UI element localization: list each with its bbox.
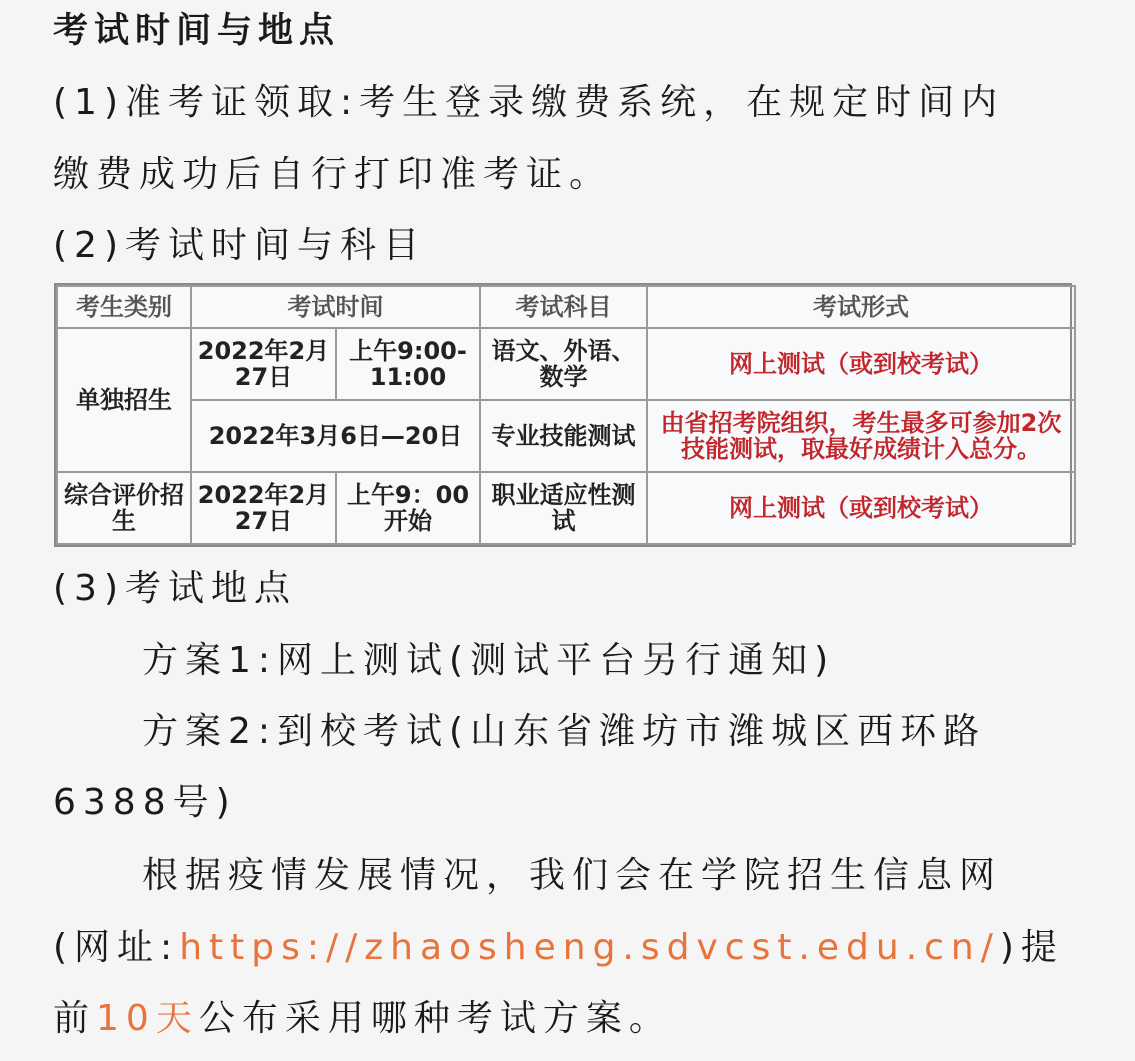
cell-date: 2022年2月27日	[191, 328, 336, 400]
header-time: 考试时间	[191, 286, 480, 328]
para3-title: (3)考试地点	[53, 568, 297, 609]
days-highlight: 10天	[96, 998, 199, 1039]
header-category: 考生类别	[57, 286, 191, 328]
header-form: 考试形式	[647, 286, 1075, 328]
cell-subject: 职业适应性测试	[480, 472, 647, 544]
notice-line3-start: 前	[53, 998, 97, 1039]
plan2-line1: 方案2:到校考试(山东省潍坊市潍城区西环路	[142, 711, 987, 752]
table-row	[57, 472, 1075, 544]
notice-line2	[53, 925, 1073, 971]
plan2-line2: 6388号)	[53, 782, 237, 823]
cell-subject: 专业技能测试	[480, 400, 647, 472]
plan1-text: 方案1:网上测试(测试平台另行通知)	[142, 640, 836, 681]
header-subject: 考试科目	[480, 286, 647, 328]
notice-line1: 根据疫情发展情况，我们会在学院招生信息网	[142, 855, 1003, 896]
table-header-row	[57, 286, 1075, 328]
table-row	[57, 328, 1075, 400]
cell-date: 2022年2月27日	[191, 472, 336, 544]
cell-category: 综合评价招生	[57, 472, 191, 544]
cell-form: 由省招考院组织，考生最多可参加2次技能测试，取最好成绩计入总分。	[647, 400, 1075, 472]
para1-line1: (1)准考证领取:考生登录缴费系统，在规定时间内	[53, 82, 1005, 123]
cell-time: 上午9：00开始	[336, 472, 480, 544]
url-suffix: )提	[999, 927, 1064, 968]
cell-time: 上午9:00-11:00	[336, 328, 480, 400]
para2-title: (2)考试时间与科目	[53, 225, 426, 266]
cell-subject: 语文、外语、数学	[480, 328, 647, 400]
cell-form: 网上测试（或到校考试）	[647, 328, 1075, 400]
page-heading: 考试时间与地点	[53, 11, 341, 51]
school-website-link[interactable]: https://zhaosheng.sdvcst.edu.cn/	[179, 927, 1000, 968]
exam-schedule-table	[54, 283, 1072, 547]
table-row	[57, 400, 1075, 472]
notice-line3-end: 公布采用哪种考试方案。	[198, 998, 672, 1039]
cell-form: 网上测试（或到校考试）	[647, 472, 1075, 544]
cell-category: 单独招生	[57, 328, 191, 472]
para1-line2: 缴费成功后自行打印准考证。	[53, 154, 613, 195]
notice-line3	[53, 996, 1073, 1042]
cell-date: 2022年3月6日—20日	[191, 400, 480, 472]
url-prefix: (网址:	[53, 927, 180, 968]
